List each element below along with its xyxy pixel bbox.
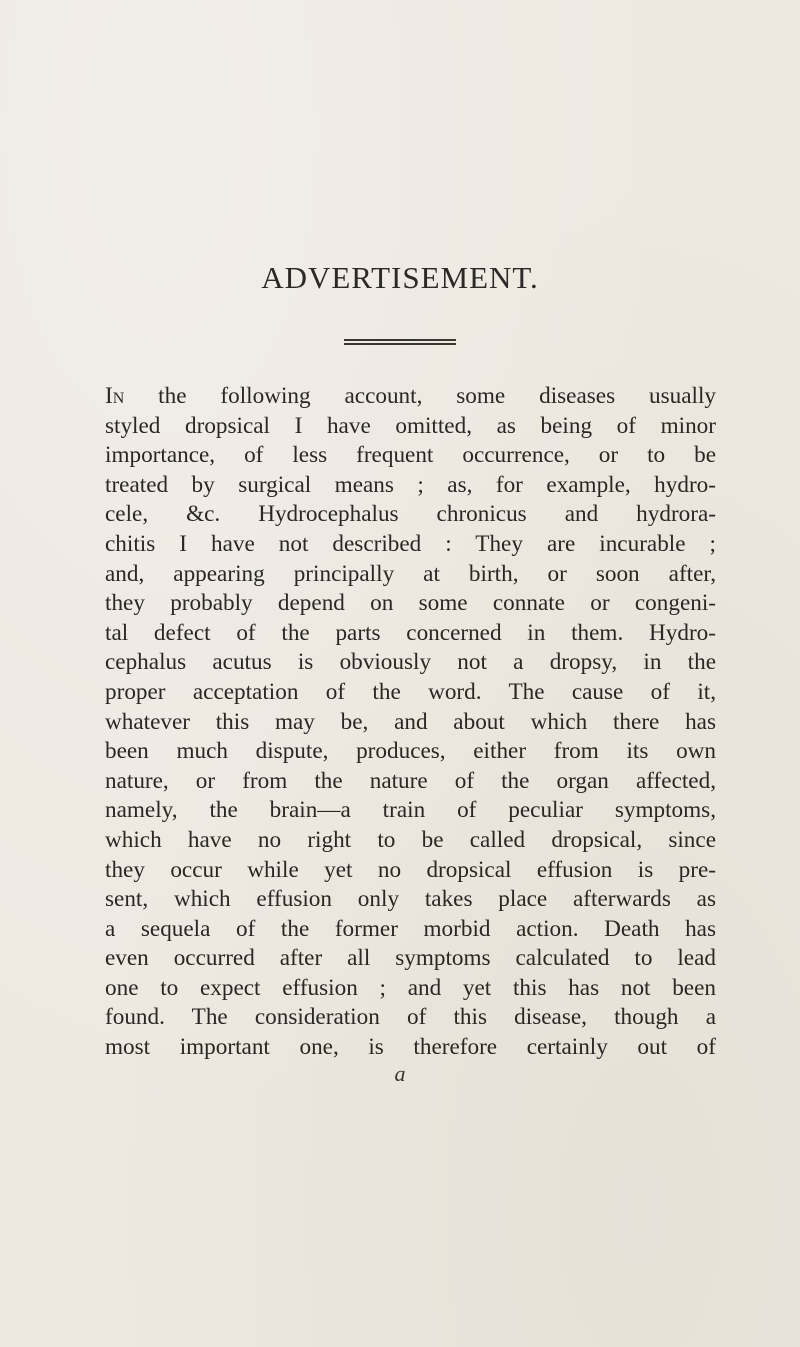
paragraph-line: namely, the brain—a train of peculiar symptoms, [105,797,716,824]
paragraph-line: treated by surgical means ; as, for example, hydro- [105,471,716,498]
paragraph-line: even occurred after all symptoms calculated to lead [105,945,716,972]
opening-word: In [105,383,125,409]
paragraph-line: In the following account, some diseases usually [105,383,716,409]
paragraph-line: which have no right to be called dropsical, since [105,826,716,853]
paragraph-line: been much dispute, produces, either from its own [105,738,716,765]
body-paragraph [105,382,716,1063]
rule-line-top [344,339,456,341]
paragraph-line: proper acceptation of the word. The cause of it, [105,678,716,705]
rule-line-bottom [344,343,456,345]
paragraph-line: styled dropsical I have omitted, as being of minor [105,412,716,439]
paragraph-line: sent, which effusion only takes place afterwards as [105,886,716,913]
paragraph-line: they occur while yet no dropsical effusion is pre- [105,856,716,883]
paragraph-line: most important one, is therefore certainly out of [105,1034,716,1061]
page-heading: ADVERTISEMENT. [261,260,539,295]
paragraph-line: a sequela of the former morbid action. Death has [105,915,716,942]
paragraph-line: cele, &c. Hydrocephalus chronicus and hydrora- [105,501,716,528]
paragraph-line: found. The consideration of this disease, though a [105,1004,716,1031]
paragraph-line: importance, of less frequent occurrence, or to be [105,442,716,469]
double-rule-divider [344,339,456,345]
paragraph-line: tal defect of the parts concerned in them. Hydro- [105,619,716,646]
signature-mark: a [394,1061,406,1086]
paragraph-line: and, appearing principally at birth, or soon after, [105,560,716,587]
paragraph-line: one to expect effusion ; and yet this has not been [105,974,716,1001]
paragraph-line: whatever this may be, and about which there has [105,708,716,735]
paragraph-line: nature, or from the nature of the organ affected, [105,767,716,794]
paragraph-line: chitis I have not described : They are incurable ; [105,530,716,557]
paragraph-line: cephalus acutus is obviously not a dropsy, in the [105,649,716,676]
paragraph-line: they probably depend on some connate or congeni- [105,590,716,617]
